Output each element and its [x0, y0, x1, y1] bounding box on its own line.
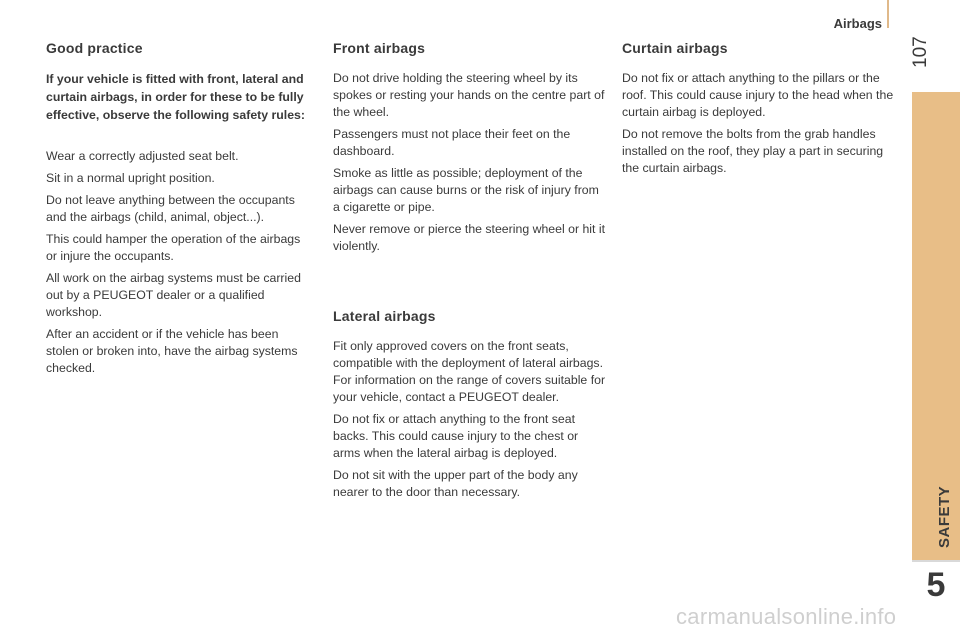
- paragraph: Do not remove the bolts from the grab handles installed on the roof, they play a part in securing the curtain airbags.: [622, 127, 884, 175]
- curtain-airbags-column: [622, 40, 894, 182]
- paragraph: Fit only approved covers on the front seats, compatible with the deployment of lateral airbags. For information on the range of covers suitable for your vehicle, contact a PEUGEOT dealer.: [333, 339, 606, 404]
- curtain-airbags-heading: Curtain airbags: [622, 40, 728, 56]
- good-practice-column: [46, 40, 314, 382]
- header-divider: [887, 0, 889, 28]
- paragraph: All work on the airbag systems must be carried out by a PEUGEOT dealer or a qualified workshop.: [46, 271, 301, 319]
- watermark: carmanualsonline.info: [676, 604, 897, 629]
- paragraph: Do not drive holding the steering wheel by its spokes or resting your hands on the centre part of the wheel.: [333, 71, 605, 119]
- paragraph: Do not fix or attach anything to the pillars or the roof. This could cause injury to the head when the curtain airbag is deployed.: [622, 71, 894, 119]
- paragraph: Do not sit with the upper part of the body any nearer to the door than necessary.: [333, 468, 578, 499]
- front-airbags-column: [333, 40, 607, 260]
- section-label: SAFETY: [936, 485, 953, 548]
- good-practice-intro: If your vehicle is fitted with front, lateral and curtain airbags, in order for these to be fully effective, observe the following safety rules:: [46, 72, 305, 122]
- paragraph: Do not leave anything between the occupants and the airbags (child, animal, object...).: [46, 193, 295, 224]
- lateral-airbags-heading: Lateral airbags: [333, 308, 436, 324]
- paragraph: Do not fix or attach anything to the front seat backs. This could cause injury to the chest or arms when the lateral airbag is deployed.: [333, 412, 579, 460]
- header-section-title: Airbags: [833, 16, 882, 31]
- sidebar-divider: [912, 560, 960, 562]
- chapter-number: 5: [926, 566, 946, 604]
- paragraph: This could hamper the operation of the airbags or injure the occupants.: [46, 232, 301, 263]
- paragraph: Passengers must not place their feet on the dashboard.: [333, 127, 571, 158]
- paragraph: Wear a correctly adjusted seat belt.: [46, 149, 239, 163]
- paragraph: After an accident or if the vehicle has been stolen or broken into, have the airbag systems checked.: [46, 327, 298, 375]
- lateral-airbags-section: [333, 308, 607, 506]
- good-practice-heading: Good practice: [46, 40, 143, 56]
- paragraph: Sit in a normal upright position.: [46, 171, 215, 185]
- page-number: 107: [910, 36, 931, 68]
- paragraph: Never remove or pierce the steering wheel or hit it violently.: [333, 222, 606, 253]
- paragraph: Smoke as little as possible; deployment of the airbags can cause burns or the risk of injury from a cigarette or pipe.: [333, 166, 599, 214]
- front-airbags-heading: Front airbags: [333, 40, 426, 56]
